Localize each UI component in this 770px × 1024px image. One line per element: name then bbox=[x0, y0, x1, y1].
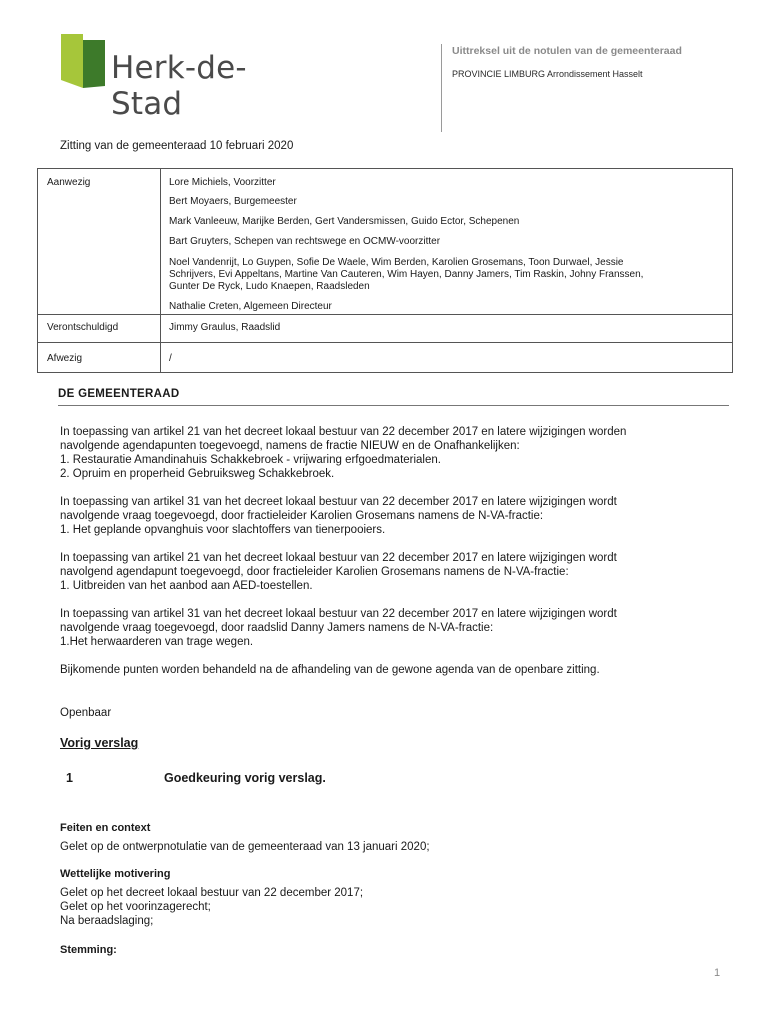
paragraph-line: In toepassing van artikel 21 van het decreet lokaal bestuur van 22 december 2017 en latere wijzigingen worden bbox=[60, 426, 627, 438]
page-number: 1 bbox=[714, 967, 721, 979]
wettelijke-line: Na beraadslaging; bbox=[60, 915, 154, 927]
paragraph bbox=[60, 551, 740, 593]
present-line: Bert Moyaers, Burgemeester bbox=[169, 196, 297, 207]
session-title: Zitting van de gemeenteraad 10 februari 2020 bbox=[60, 140, 294, 152]
present-line: Schrijvers, Evi Appeltans, Martine Van Cauteren, Wim Hayen, Danny Jamers, Tim Raskin, Johny Franssen, bbox=[169, 269, 644, 280]
paragraph bbox=[60, 607, 740, 649]
wettelijke-line: Gelet op het decreet lokaal bestuur van 22 december 2017; bbox=[60, 887, 364, 899]
paragraph-line: 1.Het herwaarderen van trage wegen. bbox=[60, 636, 254, 648]
openbaar-label: Openbaar bbox=[60, 707, 112, 719]
table-row-divider bbox=[38, 314, 732, 315]
wettelijke-heading: Wettelijke motivering bbox=[60, 868, 171, 880]
present-line: Mark Vanleeuw, Marijke Berden, Gert Vandersmissen, Guido Ector, Schepenen bbox=[169, 216, 520, 227]
paragraph-line: navolgend agendapunt toegevoegd, door fractieleider Karolien Grosemans namens de N-VA-fractie: bbox=[60, 566, 569, 578]
logo bbox=[61, 34, 301, 122]
absent-value: / bbox=[169, 353, 172, 364]
header-subtitle: PROVINCIE LIMBURG Arrondissement Hasselt bbox=[452, 69, 643, 79]
logo-mark-icon bbox=[61, 34, 109, 88]
section-title: DE GEMEENTERAAD bbox=[58, 388, 180, 400]
paragraph-line: navolgende vraag toegevoegd, door fractieleider Karolien Grosemans namens de N-VA-fractie: bbox=[60, 510, 544, 522]
logo-text: Herk-de-Stad bbox=[111, 50, 247, 122]
paragraph-line: 1. Uitbreiden van het aanbod aan AED-toestellen. bbox=[60, 580, 313, 592]
paragraph-line: In toepassing van artikel 21 van het decreet lokaal bestuur van 22 december 2017 en latere wijzigingen wordt bbox=[60, 552, 617, 564]
present-line: Lore Michiels, Voorzitter bbox=[169, 177, 276, 188]
paragraph-line: In toepassing van artikel 31 van het decreet lokaal bestuur van 22 december 2017 en latere wijzigingen wordt bbox=[60, 496, 617, 508]
feiten-heading: Feiten en context bbox=[60, 822, 151, 834]
present-label: Aanwezig bbox=[47, 177, 91, 188]
excused-label: Verontschuldigd bbox=[47, 322, 119, 333]
paragraph-line: navolgende agendapunten toegevoegd, namens de fractie NIEUW en de Onafhankelijken: bbox=[60, 440, 520, 452]
present-line: Noel Vandenrijt, Lo Guypen, Sofie De Waele, Wim Berden, Karolien Grosemans, Toon Durwael, Jessie bbox=[169, 257, 624, 268]
paragraph-line: Bijkomende punten worden behandeld na de afhandeling van de gewone agenda van de openbare zitting. bbox=[60, 664, 600, 676]
paragraph-line: In toepassing van artikel 31 van het decreet lokaal bestuur van 22 december 2017 en latere wijzigingen wordt bbox=[60, 608, 617, 620]
paragraph-line: navolgende vraag toegevoegd, door raadslid Danny Jamers namens de N-VA-fractie: bbox=[60, 622, 494, 634]
present-line: Gunter De Ryck, Ludo Knaepen, Raadsleden bbox=[169, 281, 370, 292]
feiten-line: Gelet op de ontwerpnotulatie van de gemeenteraad van 13 januari 2020; bbox=[60, 841, 430, 853]
paragraph bbox=[60, 663, 740, 677]
vorig-verslag-heading: Vorig verslag bbox=[60, 736, 139, 750]
paragraph-line: 1. Het geplande opvanghuis voor slachtoffers van tienerpooiers. bbox=[60, 524, 386, 536]
header-divider bbox=[441, 44, 442, 132]
absent-label: Afwezig bbox=[47, 353, 83, 364]
paragraph-line: 2. Opruim en properheid Gebruiksweg Schakkebroek. bbox=[60, 468, 335, 480]
paragraph bbox=[60, 425, 740, 481]
paragraph-line: 1. Restauratie Amandinahuis Schakkebroek - vrijwaring erfgoedmaterialen. bbox=[60, 454, 441, 466]
wettelijke-line: Gelet op het voorinzagerecht; bbox=[60, 901, 211, 913]
attendance-table bbox=[37, 168, 733, 373]
excused-value: Jimmy Graulus, Raadslid bbox=[169, 322, 281, 333]
paragraph bbox=[60, 495, 740, 537]
table-row-divider bbox=[38, 342, 732, 343]
present-line: Bart Gruyters, Schepen van rechtswege en OCMW-voorzitter bbox=[169, 236, 441, 247]
agenda-item-number: 1 bbox=[66, 771, 73, 785]
agenda-item-title: Goedkeuring vorig verslag. bbox=[164, 771, 326, 785]
stemming-heading: Stemming: bbox=[60, 944, 117, 956]
present-line: Nathalie Creten, Algemeen Directeur bbox=[169, 301, 332, 312]
header-title: Uittreksel uit de notulen van de gemeenteraad bbox=[452, 45, 682, 57]
section-rule bbox=[58, 405, 729, 406]
